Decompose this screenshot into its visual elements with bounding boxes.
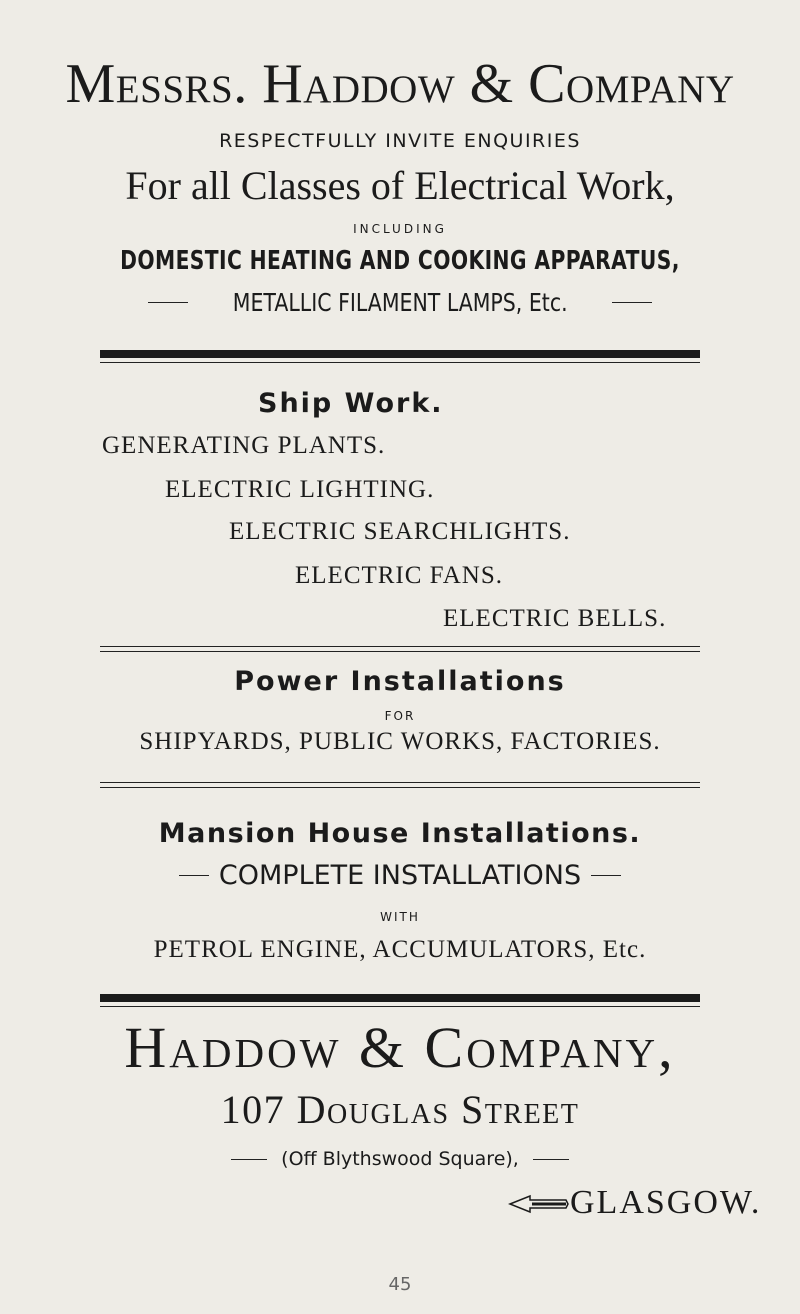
power-heading: Power Installations	[234, 666, 566, 697]
street-address: 107 Douglas Street	[220, 1087, 580, 1132]
right-dash	[533, 1159, 569, 1160]
divider-rule	[100, 782, 700, 783]
divider-rule	[100, 994, 700, 1002]
left-dash	[231, 1159, 267, 1160]
left-dash	[179, 875, 209, 876]
service-item: ELECTRIC SEARCHLIGHTS.	[229, 518, 571, 545]
divider-rule	[100, 651, 700, 652]
city-name: GLASGOW.	[570, 1184, 762, 1221]
right-dash	[591, 875, 621, 876]
including-label: INCLUDING	[353, 222, 447, 236]
page-number: 45	[388, 1274, 412, 1295]
off-square-row	[0, 1148, 800, 1170]
service-item: GENERATING PLANTS.	[102, 432, 386, 459]
invite-line: RESPECTFULLY INVITE ENQUIRIES	[219, 130, 581, 152]
divider-rule	[100, 787, 700, 788]
flourish-icon	[508, 1191, 570, 1215]
with-label: WITH	[380, 910, 420, 924]
complete-installations-row	[0, 860, 800, 891]
firm-heading: Messrs. Haddow & Company	[65, 53, 735, 115]
off-square-line: (Off Blythswood Square),	[281, 1148, 519, 1170]
divider-rule	[100, 1006, 700, 1007]
power-targets-line: SHIPYARDS, PUBLIC WORKS, FACTORIES.	[139, 728, 661, 755]
divider-rule	[100, 646, 700, 647]
divider-rule	[100, 362, 700, 363]
right-dash	[612, 302, 652, 303]
complete-installations-line: COMPLETE INSTALLATIONS	[218, 860, 582, 891]
domestic-apparatus-line: DOMESTIC HEATING AND COOKING APPARATUS,	[120, 246, 680, 276]
metallic-lamps-line: METALLIC FILAMENT LAMPS, Etc.	[232, 288, 568, 317]
electrical-work-line: For all Classes of Electrical Work,	[125, 163, 675, 208]
mansion-heading: Mansion House Installations.	[158, 818, 642, 849]
equipment-line: PETROL ENGINE, ACCUMULATORS, Etc.	[153, 936, 647, 963]
service-item: ELECTRIC LIGHTING.	[165, 476, 435, 503]
metallic-lamps-row	[0, 288, 800, 317]
service-item: ELECTRIC BELLS.	[443, 605, 667, 632]
for-label: FOR	[384, 709, 416, 723]
left-dash	[148, 302, 188, 303]
divider-rule	[100, 350, 700, 358]
service-item: ELECTRIC FANS.	[295, 562, 503, 589]
ship-work-heading: Ship Work.	[258, 388, 444, 419]
company-name: Haddow & Company,	[124, 1015, 676, 1080]
city-row	[508, 1184, 761, 1222]
